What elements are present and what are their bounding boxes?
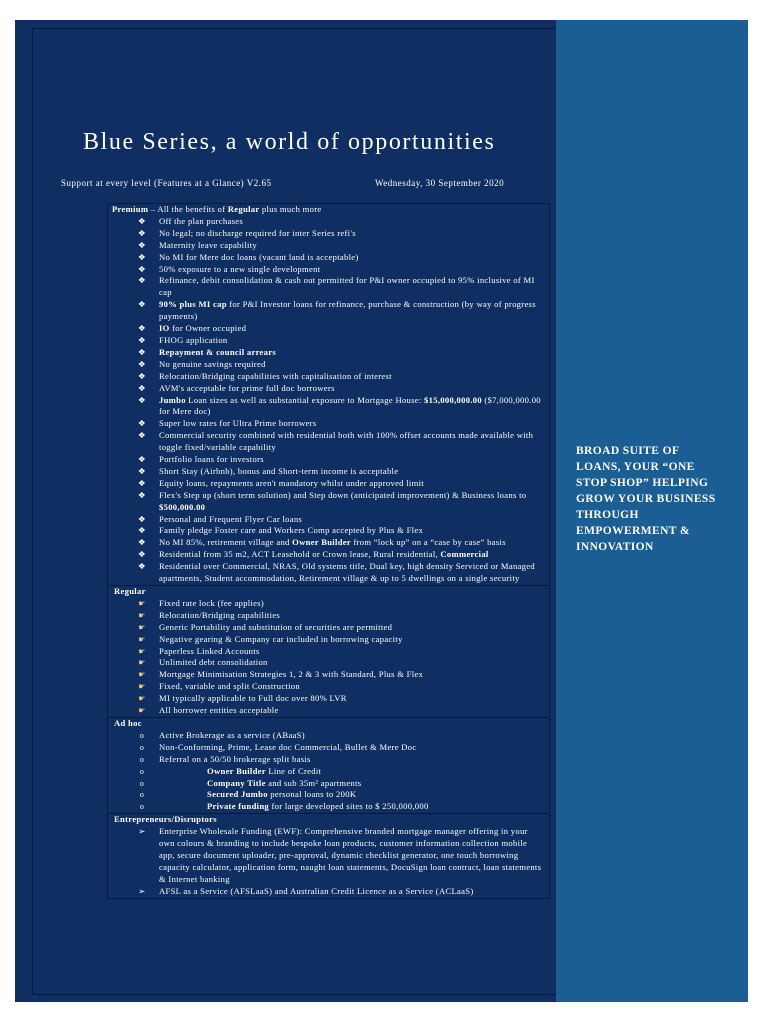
regular-list <box>112 598 545 717</box>
item-bold: $500,000.00 <box>159 501 206 512</box>
item-text: AVM's acceptable for prime full doc borrowers <box>159 382 335 393</box>
item-text: No legal; no discharge required for inter Series refi's <box>159 227 356 238</box>
item-bold: Owner Builder <box>207 765 266 776</box>
main-frame <box>32 28 557 995</box>
item-text: AFSL as a Service (AFSLaaS) and Australian Credit Licence as a Service (ACLaaS) <box>159 885 474 896</box>
entrepreneurs-section <box>108 813 549 897</box>
diamond-dots-icon: ❖ <box>137 418 146 429</box>
item-text: Short Stay (Airbnb), bonus and Short-term income is acceptable <box>159 465 399 476</box>
list-item <box>112 598 545 610</box>
list-item <box>112 466 545 478</box>
item-text: Commercial security combined with residential both with 100% offset accounts made available with toggle fixed/variable capability <box>159 430 534 453</box>
item-bold: Secured Jumbo <box>207 789 268 800</box>
item-text: Relocation/Bridging capabilities <box>159 609 281 620</box>
diamond-dots-icon: ❖ <box>137 454 146 465</box>
item-content <box>159 789 545 801</box>
item-bold: IO <box>159 323 170 334</box>
subtitle-line <box>61 178 541 188</box>
document-date: Wednesday, 30 September 2020 <box>375 178 505 188</box>
regular-heading: Regular <box>114 586 146 596</box>
item-text: MI typically applicable to Full doc over 80% LVR <box>159 693 347 704</box>
item-text: Unlimited debt consolidation <box>159 657 268 668</box>
premium-intro-bold: Regular <box>227 204 260 214</box>
item-text: personal loans to 200K <box>267 789 357 800</box>
item-text: No genuine savings required <box>159 358 266 369</box>
diamond-dots-icon: ❖ <box>137 227 146 238</box>
diamond-dots-icon: ❖ <box>137 561 146 572</box>
item-text: Personal and Frequent Flyer Car loans <box>159 513 303 524</box>
item-text: Negative gearing & Company car included in borrowing capacity <box>159 633 403 644</box>
list-item <box>112 228 545 240</box>
hollow-circle-icon: o <box>139 754 145 764</box>
list-item <box>112 634 545 646</box>
pointing-hand-icon: ☛ <box>138 598 146 608</box>
premium-intro-post: plus much more <box>259 204 322 214</box>
item-text: No MI 85%, retirement village and <box>159 537 293 548</box>
pointing-hand-icon: ☛ <box>138 634 146 644</box>
list-item <box>112 264 545 276</box>
regular-section <box>108 585 549 717</box>
diamond-dots-icon: ❖ <box>137 394 146 405</box>
list-item <box>112 693 545 705</box>
list-item <box>112 216 545 228</box>
item-text: Residential over Commercial, NRAS, Old systems title, Dual key, high density Serviced or Managed apartments, Student accommodation, Retirement village & up to 5 dwellings on a single security <box>159 561 535 584</box>
item-text: Off the plan purchases <box>159 215 243 226</box>
item-text: from “lock up” on a “case by case” basis <box>351 537 506 548</box>
diamond-dots-icon: ❖ <box>137 275 146 286</box>
item-content <box>159 730 545 742</box>
list-item <box>112 778 545 790</box>
diamond-dots-icon: ❖ <box>137 525 146 536</box>
item-text: for large developed sites to $ 250,000,000 <box>269 801 429 812</box>
list-item <box>112 430 545 454</box>
diamond-dots-icon: ❖ <box>137 263 146 274</box>
adhoc-section <box>108 717 549 813</box>
diamond-dots-icon: ❖ <box>137 513 146 524</box>
diamond-dots-icon: ❖ <box>137 477 146 488</box>
adhoc-heading: Ad hoc <box>114 717 142 728</box>
list-item <box>112 490 545 514</box>
item-text: for P&I Investor loans for refinance, purchase & construction (by way of progress payments) <box>159 299 536 322</box>
item-text: 50% exposure to a new single development <box>159 263 321 274</box>
list-item <box>112 886 545 898</box>
item-text: Flex's Step up (short term solution) and Step down (anticipated improvement) & Business loans to <box>159 489 527 500</box>
item-bold: Jumbo <box>159 394 186 405</box>
pointing-hand-icon: ☛ <box>138 622 146 632</box>
pointing-hand-icon: ☛ <box>138 706 146 716</box>
diamond-dots-icon: ❖ <box>137 358 146 369</box>
list-item <box>112 561 545 585</box>
item-text: Loan sizes as well as substantial exposure to Mortgage House: <box>185 394 425 405</box>
pointing-hand-icon: ☛ <box>138 646 146 656</box>
diamond-dots-icon: ❖ <box>137 382 146 393</box>
item-text: All borrower entities acceptable <box>159 705 279 716</box>
item-text: Fixed rate lock (fee applies) <box>159 597 265 608</box>
hollow-circle-icon: o <box>139 802 145 812</box>
item-text: Mortgage Minimisation Strategies 1, 2 & 3 with Standard, Plus & Flex <box>159 669 424 680</box>
list-item <box>112 742 545 754</box>
premium-list <box>112 216 545 585</box>
diamond-dots-icon: ❖ <box>137 323 146 334</box>
list-item <box>112 418 545 430</box>
entrepreneurs-list <box>112 826 545 897</box>
item-text: Relocation/Bridging capabilities with capitalisation of interest <box>159 370 392 381</box>
diamond-dots-icon: ❖ <box>137 334 146 345</box>
item-bold: Private funding <box>207 801 270 812</box>
item-text: and sub 35m² apartments <box>265 777 362 788</box>
premium-intro-pre: – All the benefits of <box>148 204 228 214</box>
item-text: Paperless Linked Accounts <box>159 645 260 656</box>
item-text: Super low rates for Ultra Prime borrowers <box>159 418 317 429</box>
premium-heading: Premium <box>112 204 149 214</box>
list-item <box>112 646 545 658</box>
diamond-dots-icon: ❖ <box>137 537 146 548</box>
item-text: Equity loans, repayments aren't mandatory whilst under approved limit <box>159 477 424 488</box>
diamond-dots-icon: ❖ <box>137 465 146 476</box>
list-item <box>112 766 545 778</box>
item-text: Refinance, debit consolidation & cash out permitted for P&I owner occupied to 95% inclusive of MI cap <box>159 275 535 298</box>
item-bold: Repayment & council arrears <box>159 346 277 357</box>
list-item <box>112 826 545 886</box>
list-item <box>112 754 545 766</box>
list-item <box>112 730 545 742</box>
diamond-dots-icon: ❖ <box>137 370 146 381</box>
item-text: No MI for Mere doc loans (vacant land is acceptable) <box>159 251 359 262</box>
diamond-dots-icon: ❖ <box>137 239 146 250</box>
hollow-circle-icon: o <box>139 730 145 740</box>
hollow-circle-icon: o <box>139 742 145 752</box>
item-content <box>159 778 545 790</box>
arrow-right-icon: ➢ <box>138 826 146 837</box>
list-item <box>112 681 545 693</box>
item-text: FHOG application <box>159 334 228 345</box>
premium-intro <box>112 204 545 216</box>
list-item <box>112 669 545 681</box>
item-text: Referral on a 50/50 brokerage split basis <box>159 753 311 764</box>
page-title: Blue Series, a world of opportunities <box>83 129 496 155</box>
item-content <box>159 754 545 766</box>
list-item <box>112 335 545 347</box>
list-item <box>112 395 545 419</box>
diamond-dots-icon: ❖ <box>137 251 146 262</box>
premium-section <box>108 204 549 585</box>
item-text: Line of Credit <box>265 765 322 776</box>
pointing-hand-icon: ☛ <box>138 694 146 704</box>
item-text: Residential from 35 m2, ACT Leasehold or Crown lease, Rural residential, <box>159 549 441 560</box>
item-bold: Company Title <box>207 777 266 788</box>
item-text: Non-Conforming, Prime, Lease doc Commercial, Bullet & Mere Doc <box>159 741 417 752</box>
hollow-circle-icon: o <box>139 766 145 776</box>
list-item <box>112 610 545 622</box>
sidebar-panel <box>556 20 748 1002</box>
diamond-dots-icon: ❖ <box>137 549 146 560</box>
item-text: ($7,000,000.00 for Mere doc) <box>159 394 541 417</box>
document-page <box>15 20 748 1002</box>
features-table <box>107 203 550 899</box>
pointing-hand-icon: ☛ <box>138 610 146 620</box>
list-item <box>112 801 545 813</box>
list-item <box>112 299 545 323</box>
item-text: Fixed, variable and split Construction <box>159 681 301 692</box>
list-item <box>112 323 545 335</box>
item-text: Generic Portability and substitution of securities are permitted <box>159 621 393 632</box>
list-item <box>112 789 545 801</box>
pointing-hand-icon: ☛ <box>138 670 146 680</box>
diamond-dots-icon: ❖ <box>137 346 146 357</box>
list-item <box>112 383 545 395</box>
list-item <box>112 359 545 371</box>
list-item <box>112 454 545 466</box>
adhoc-list <box>112 730 545 813</box>
item-content <box>159 742 545 754</box>
list-item <box>112 275 545 299</box>
item-bold: $15,000,000.00 <box>424 394 482 405</box>
item-text: Family pledge Foster care and Workers Comp accepted by Plus & Flex <box>159 525 424 536</box>
list-item <box>112 347 545 359</box>
list-item <box>112 525 545 537</box>
sidebar-tagline: BROAD SUITE OF LOANS, YOUR “ONE STOP SHOP” HELPING GROW YOUR BUSINESS THROUGH EMPOWERMENT & INNOVATION <box>576 445 716 553</box>
list-item <box>112 537 545 549</box>
list-item <box>112 252 545 264</box>
item-text: Enterprise Wholesale Funding (EWF): Comprehensive branded mortgage manager offering in your own colours & branding to include bespoke loan products, customer information collection mobile app, secure document uploader, pre-approval, dynamic checklist generator, one touch borrowing capacity calculator, application form, naught loan statements, DocuSign loan contract, loan statements & Internet banking <box>159 826 542 884</box>
item-text: Maternity leave capability <box>159 239 257 250</box>
item-text: Active Brokerage as a service (ABaaS) <box>159 729 305 740</box>
diamond-dots-icon: ❖ <box>137 430 146 441</box>
arrow-right-icon: ➢ <box>138 885 146 896</box>
list-item <box>112 371 545 383</box>
item-text: for Owner occupied <box>169 323 247 334</box>
item-text: Portfolio loans for investors <box>159 454 264 465</box>
pointing-hand-icon: ☛ <box>138 658 146 668</box>
list-item <box>112 622 545 634</box>
list-item <box>112 549 545 561</box>
hollow-circle-icon: o <box>139 778 145 788</box>
item-content <box>159 801 545 813</box>
item-bold: Commercial <box>440 549 489 560</box>
subtitle: Support at every level (Features at a Glance) V2.65 <box>61 178 272 188</box>
diamond-dots-icon: ❖ <box>137 215 146 226</box>
entrepreneurs-heading: Entrepreneurs/Disruptors <box>114 814 217 825</box>
list-item <box>112 478 545 490</box>
list-item <box>112 657 545 669</box>
item-bold: 90% plus MI cap <box>159 299 227 310</box>
item-bold: Owner Builder <box>292 537 351 548</box>
hollow-circle-icon: o <box>139 790 145 800</box>
list-item <box>112 705 545 717</box>
pointing-hand-icon: ☛ <box>138 682 146 692</box>
item-content <box>159 766 545 778</box>
diamond-dots-icon: ❖ <box>137 489 146 500</box>
list-item <box>112 514 545 526</box>
list-item <box>112 240 545 252</box>
diamond-dots-icon: ❖ <box>137 299 146 310</box>
